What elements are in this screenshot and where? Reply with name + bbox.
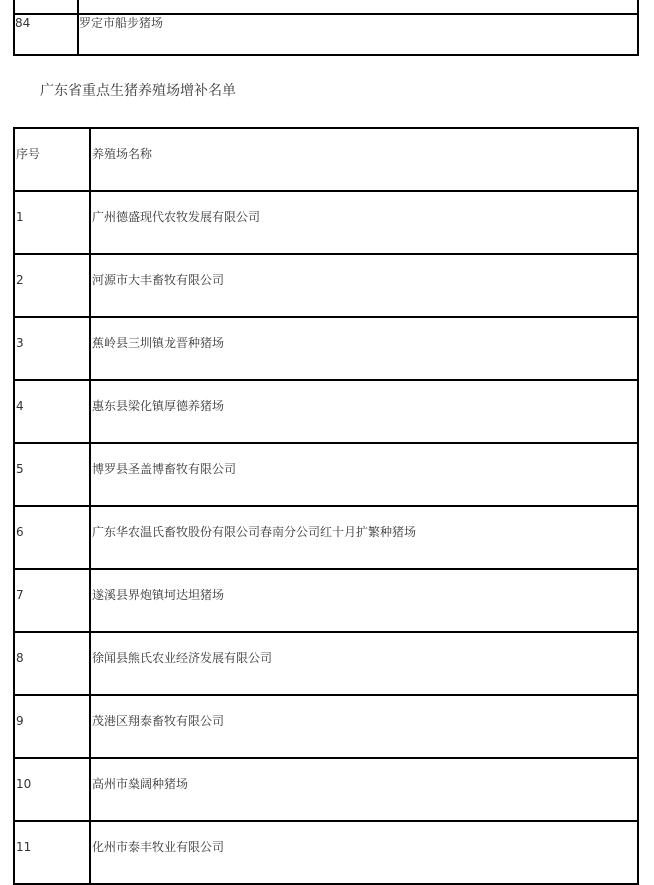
table-row: [14, 443, 638, 506]
table-row: [14, 317, 638, 380]
row-index-cell: [14, 191, 90, 254]
table-row: [14, 695, 638, 758]
farm-name: 茂港区翔泰畜牧有限公司: [92, 714, 225, 728]
row-name-cell: [90, 443, 638, 506]
header-name: 养殖场名称: [92, 147, 153, 161]
row-name-cell: [90, 758, 638, 821]
farm-name: 河源市大丰畜牧有限公司: [92, 273, 225, 287]
row-name-cell: [90, 191, 638, 254]
row-index-cell: [14, 317, 90, 380]
row-name-cell: [90, 317, 638, 380]
row-name-cell: [78, 14, 638, 55]
table-header-row: [14, 128, 638, 191]
row-name-cell: [90, 380, 638, 443]
farm-name: 徐闻县熊氏农业经济发展有限公司: [92, 651, 273, 665]
farm-name: 罗定市船步猪场: [79, 16, 164, 30]
row-name-cell: [90, 632, 638, 695]
row-index: 1: [16, 210, 24, 224]
row-index: 8: [16, 651, 24, 665]
table-row: [14, 569, 638, 632]
table-cell: [78, 0, 638, 14]
previous-table: [13, 0, 639, 56]
farm-name: 遂溪县界炮镇坷达坦猪场: [92, 588, 225, 602]
row-index: 3: [16, 336, 24, 350]
row-index-cell: [14, 758, 90, 821]
row-index-cell: [14, 443, 90, 506]
row-index: 9: [16, 714, 24, 728]
row-index-cell: [14, 380, 90, 443]
farm-name: 广东华农温氏畜牧股份有限公司春南分公司红十月扩繁种猪场: [92, 525, 417, 539]
row-index-cell: [14, 821, 90, 884]
table-row: [14, 14, 638, 55]
row-index-cell: [14, 254, 90, 317]
table-row: [14, 191, 638, 254]
table-row: [14, 380, 638, 443]
row-index-cell: [14, 632, 90, 695]
row-name-cell: [90, 569, 638, 632]
row-index: 7: [16, 588, 24, 602]
farm-list-table: [13, 127, 639, 885]
table-row: [14, 254, 638, 317]
row-index: 10: [16, 777, 32, 791]
row-index: 5: [16, 462, 24, 476]
table-row: [14, 0, 638, 14]
farm-name: 化州市泰丰牧业有限公司: [92, 840, 225, 854]
farm-name: 广州德盛现代农牧发展有限公司: [92, 210, 261, 224]
row-name-cell: [90, 821, 638, 884]
row-name-cell: [90, 506, 638, 569]
row-name-cell: [90, 695, 638, 758]
farm-name: 高州市燊阔种猪场: [92, 777, 189, 791]
header-name-cell: [90, 128, 638, 191]
section-title: 广东省重点生猪养殖场增补名单: [40, 83, 236, 99]
row-index-cell: [14, 14, 78, 55]
table-cell: [14, 0, 78, 14]
row-index: 4: [16, 399, 24, 413]
row-index-cell: [14, 695, 90, 758]
table-row: [14, 632, 638, 695]
farm-name: 惠东县梁化镇厚德养猪场: [92, 399, 225, 413]
table-row: [14, 758, 638, 821]
row-index: 6: [16, 525, 24, 539]
row-index: 84: [15, 16, 31, 30]
row-index: 11: [16, 840, 32, 854]
row-name-cell: [90, 254, 638, 317]
header-index: 序号: [16, 147, 41, 161]
row-index-cell: [14, 506, 90, 569]
header-index-cell: [14, 128, 90, 191]
farm-name: 蕉岭县三圳镇龙晋种猪场: [92, 336, 225, 350]
farm-name: 博罗县圣盖博畜牧有限公司: [92, 462, 237, 476]
row-index-cell: [14, 569, 90, 632]
table-row: [14, 506, 638, 569]
table-row: [14, 821, 638, 884]
row-index: 2: [16, 273, 24, 287]
